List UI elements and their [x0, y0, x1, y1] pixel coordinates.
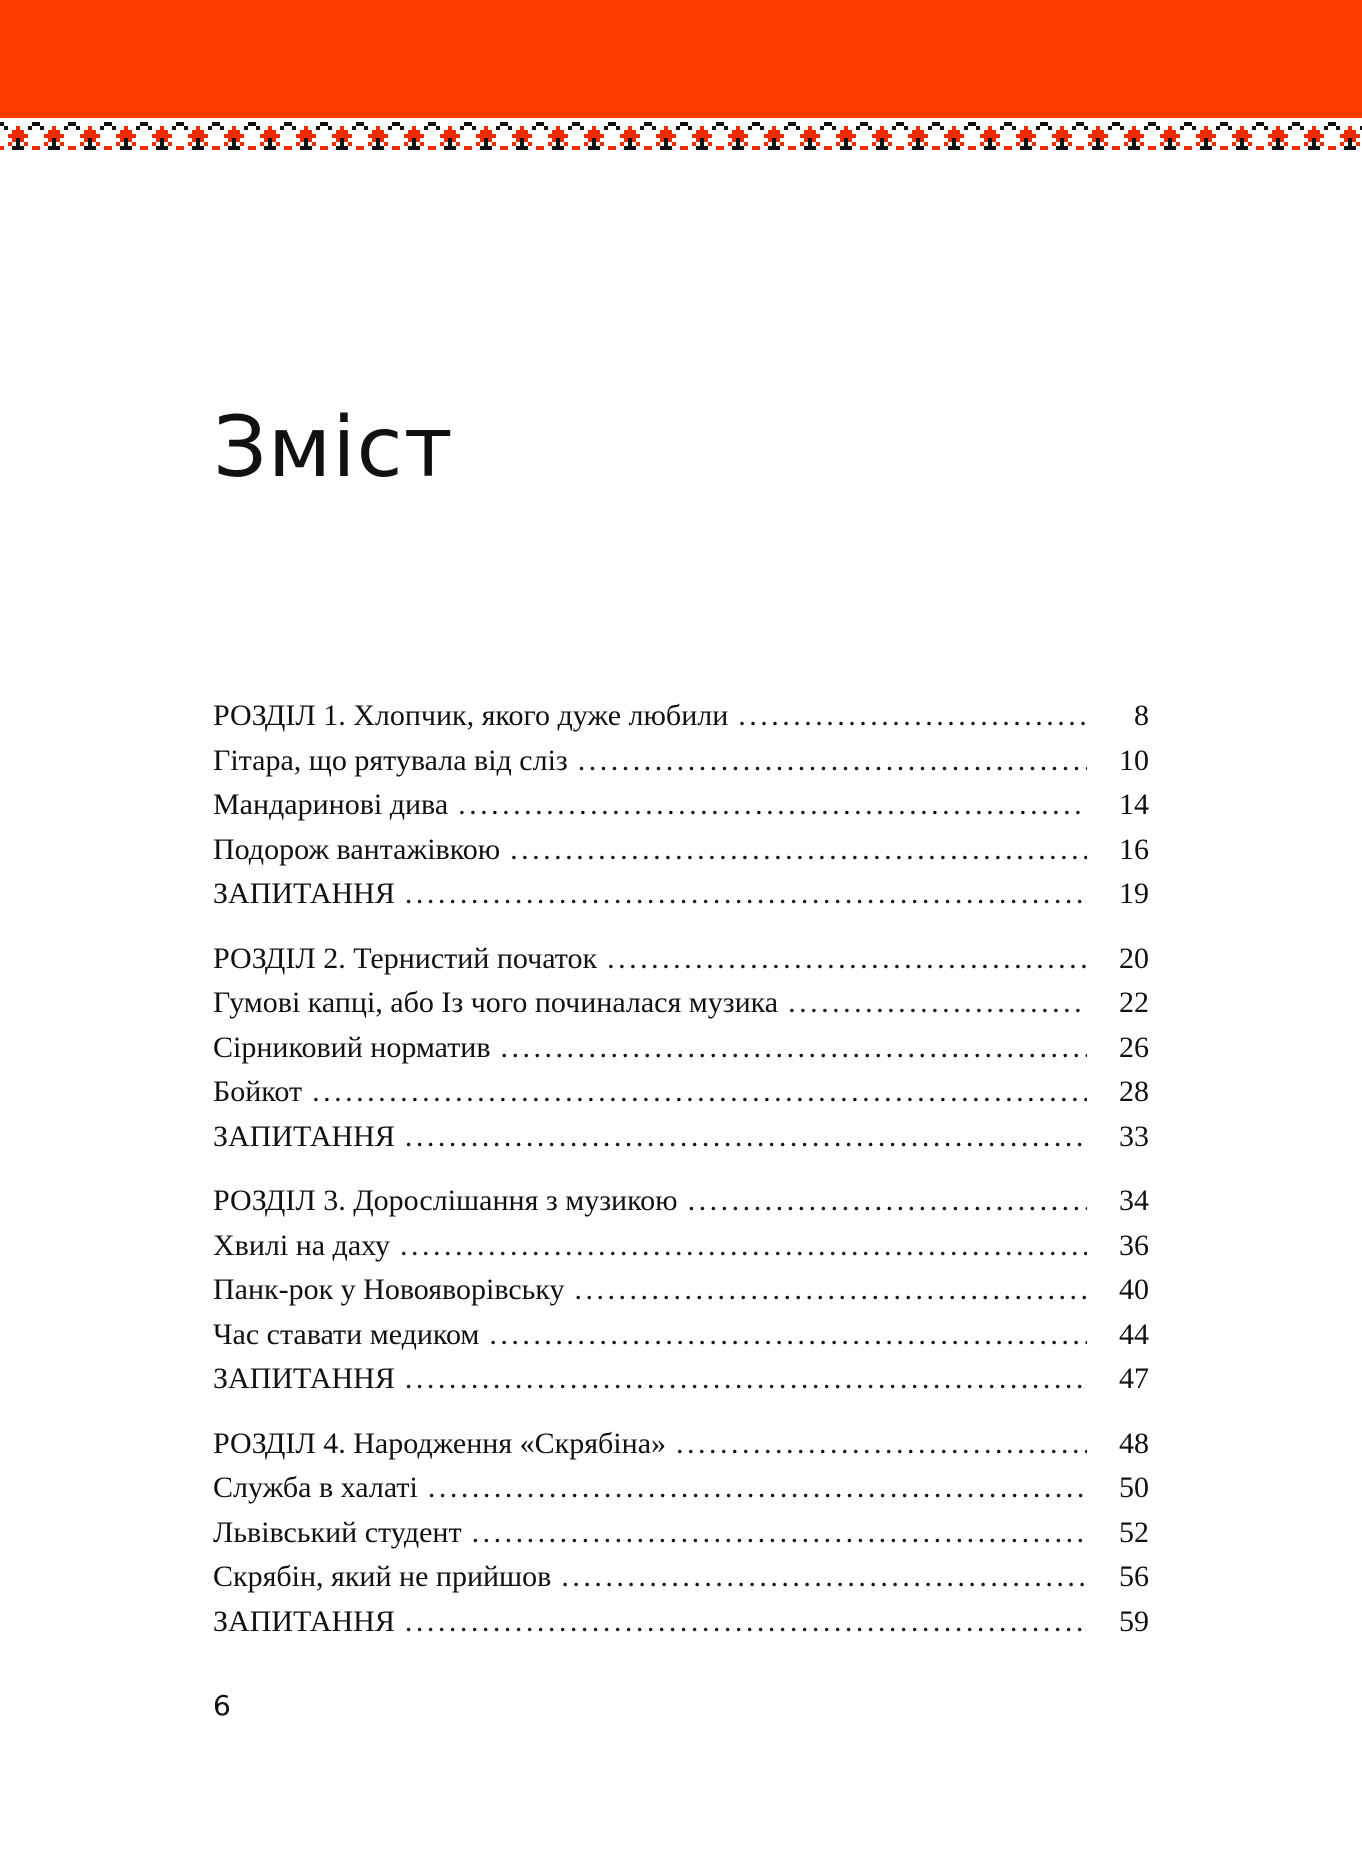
toc-entry-page: 10: [1119, 743, 1149, 777]
dot-leader: [405, 1600, 1087, 1645]
toc-entry-page: 56: [1119, 1560, 1149, 1593]
header-color-band: [0, 0, 1362, 118]
toc-entry-title: Гумові капці, або Із чого починалася музика: [213, 986, 779, 1019]
dot-leader: [428, 1466, 1087, 1511]
page-number-folio: 6: [213, 1689, 231, 1722]
dot-leader: [510, 828, 1087, 873]
toc-entry-page: 40: [1119, 1273, 1149, 1306]
dot-leader: [472, 1511, 1087, 1556]
dot-leader: [400, 1224, 1087, 1269]
toc-entry-page: 16: [1119, 832, 1149, 866]
toc-entry: [213, 1224, 1149, 1269]
toc-entry-page: 36: [1119, 1228, 1149, 1262]
toc-entry-title: РОЗДІЛ 2. Тернистий початок: [213, 941, 598, 975]
toc-entry-page: 19: [1119, 877, 1149, 910]
toc-entry-page: 14: [1119, 788, 1149, 821]
toc-entry-title: Хвилі на даху: [213, 1228, 390, 1262]
toc-entry-page: 26: [1119, 1030, 1149, 1064]
toc-entry: [213, 1026, 1149, 1071]
toc-entry-title: РОЗДІЛ 3. Дорослішання з музикою: [213, 1184, 678, 1217]
toc-entry: [213, 872, 1149, 917]
toc-entry-title: Бойкот: [213, 1075, 303, 1108]
dot-leader: [489, 1313, 1087, 1358]
dot-leader: [688, 1179, 1087, 1224]
dot-leader: [574, 1268, 1087, 1313]
toc-entry: [213, 1357, 1149, 1402]
dot-leader: [788, 981, 1087, 1026]
toc-entry-page: 59: [1119, 1604, 1149, 1638]
toc-entry: [213, 694, 1149, 739]
toc-entry-page: 34: [1119, 1184, 1149, 1217]
toc-entry-page: 50: [1119, 1471, 1149, 1504]
toc-entry: [213, 1313, 1149, 1358]
toc-entry-page: 22: [1119, 986, 1149, 1019]
table-of-contents: [213, 694, 1149, 1664]
toc-entry: [213, 1422, 1149, 1467]
toc-entry: [213, 1115, 1149, 1160]
toc-section: [213, 937, 1149, 1160]
toc-entry-title: Сірниковий норматив: [213, 1030, 491, 1064]
toc-entry: [213, 1466, 1149, 1511]
toc-entry-title: Скрябін, який не прийшов: [213, 1560, 552, 1593]
dot-leader: [738, 694, 1087, 739]
toc-entry-title: Львівський студент: [213, 1515, 462, 1549]
toc-entry-title: РОЗДІЛ 1. Хлопчик, якого дуже любили: [213, 699, 729, 732]
toc-entry-title: Служба в халаті: [213, 1471, 418, 1504]
toc-entry-title: Панк-рок у Новояворівську: [213, 1273, 565, 1306]
toc-entry-title: Подорож вантажівкою: [213, 832, 501, 866]
dot-leader: [405, 872, 1087, 917]
toc-entry-page: 47: [1119, 1362, 1149, 1395]
toc-entry-title: РОЗДІЛ 4. Народження «Скрябіна»: [213, 1426, 667, 1460]
toc-entry-title: ЗАПИТАННЯ: [213, 1362, 395, 1395]
toc-entry-title: Час ставати медиком: [213, 1317, 480, 1351]
dot-leader: [676, 1422, 1087, 1467]
dot-leader: [405, 1357, 1087, 1402]
toc-entry-title: Мандаринові дива: [213, 788, 449, 821]
dot-leader: [312, 1070, 1087, 1115]
toc-section: [213, 1422, 1149, 1645]
dot-leader: [578, 739, 1087, 784]
page-title: Зміст: [213, 398, 454, 496]
toc-entry-page: 52: [1119, 1515, 1149, 1549]
toc-entry: [213, 1555, 1149, 1600]
toc-entry-title: ЗАПИТАННЯ: [213, 1604, 395, 1638]
toc-entry: [213, 783, 1149, 828]
toc-entry-page: 8: [1134, 699, 1149, 732]
toc-entry-page: 48: [1119, 1426, 1149, 1460]
toc-entry: [213, 1070, 1149, 1115]
dot-leader: [405, 1115, 1087, 1160]
toc-section: [213, 694, 1149, 917]
toc-entry-title: Гітара, що рятувала від сліз: [213, 743, 568, 777]
toc-entry-title: ЗАПИТАННЯ: [213, 877, 395, 910]
toc-section: [213, 1179, 1149, 1402]
dot-leader: [561, 1555, 1087, 1600]
toc-entry: [213, 1179, 1149, 1224]
toc-entry: [213, 828, 1149, 873]
dot-leader: [607, 937, 1087, 982]
toc-entry: [213, 1600, 1149, 1645]
toc-entry: [213, 739, 1149, 784]
toc-entry-title: ЗАПИТАННЯ: [213, 1119, 395, 1153]
toc-entry-page: 28: [1119, 1075, 1149, 1108]
toc-entry: [213, 981, 1149, 1026]
toc-entry-page: 44: [1119, 1317, 1149, 1351]
toc-entry-page: 33: [1119, 1119, 1149, 1153]
toc-entry: [213, 937, 1149, 982]
dot-leader: [501, 1026, 1087, 1071]
toc-entry: [213, 1268, 1149, 1313]
embroidery-ornament-border: [0, 118, 1362, 162]
toc-entry: [213, 1511, 1149, 1556]
toc-entry-page: 20: [1119, 941, 1149, 975]
dot-leader: [458, 783, 1087, 828]
